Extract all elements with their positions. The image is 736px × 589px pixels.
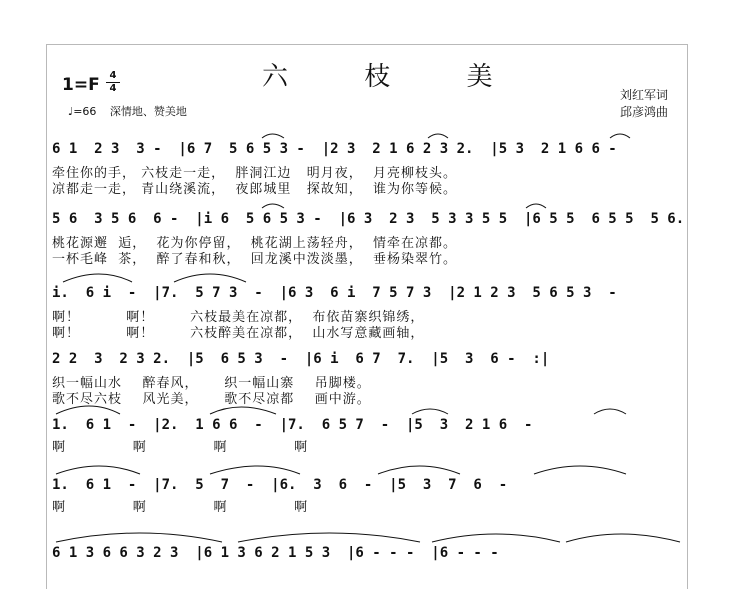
notation-line-7: 6 1 3 6 6 3 2 3 |6 1 3 6 2 1 5 3 |6 - - - |6 - - - — [52, 545, 499, 561]
lyric-line-1-verse-2: 凉都走一走， 青山绕溪流， 夜郎城里 探故知， 谁为你等候。 — [52, 182, 458, 197]
lyric-line-1-verse-1: 牵住你的手， 六枝走一走， 胖洞江边 明月夜， 月亮柳枝头。 — [52, 166, 458, 181]
notation-line-2: 5 6 3 5 6 6 - |i 6 5 6 5 3 - |6 3 2 3 5 3 3 5 5 |6 5 5 6 5 5 5 6. — [52, 211, 685, 227]
lyric-line-2-verse-2: 一杯毛峰 茶， 醉了春和秋， 回龙溪中泼淡墨， 垂杨染翠竹。 — [52, 252, 458, 267]
lyric-line-3-verse-2: 啊！ 啊！ 六枝醉美在凉都， 山水写意藏画轴， — [52, 326, 425, 341]
notation-line-4: 2 2 3 2 3 2. |5 6 5 3 - |6 i 6 7 7. |5 3 6 - :| — [52, 351, 550, 367]
time-signature-top: 4 — [109, 70, 117, 81]
time-signature-bottom: 4 — [106, 82, 120, 95]
lyric-line-5: 啊 啊 啊 啊 — [52, 440, 309, 455]
song-title: 六 枝 美 — [262, 62, 527, 92]
expression-marking: 深情地、赞美地 — [109, 105, 187, 118]
lyric-line-6: 啊 啊 啊 啊 — [52, 500, 309, 515]
lyric-line-4-verse-1: 织一幅山水 醉春风， 织一幅山寨 吊脚楼。 — [52, 376, 371, 391]
lyric-line-2-verse-1: 桃花源邂 逅， 花为你停留， 桃花湖上荡轻舟， 情牵在凉都。 — [52, 236, 458, 251]
composer-credit: 邱彦鸿曲 — [620, 105, 669, 119]
lyricist-credit: 刘红军词 — [620, 88, 669, 102]
notation-line-1: 6 1 2 3 3 - |6 7 5 6 5 3 - |2 3 2 1 6 2 3 2. |5 3 2 1 6 6 - — [52, 141, 617, 157]
time-signature — [106, 70, 120, 95]
notation-line-5: 1. 6 1 - |2. 1 6 6 - |7. 6 5 7 - |5 3 2 1 6 - — [52, 417, 533, 433]
notation-line-6: 1. 6 1 - |7. 5 7 - |6. 3 6 - |5 3 7 6 - — [52, 477, 508, 493]
tempo-value: ♩=66 — [68, 105, 97, 118]
lyric-line-4-verse-2: 歌不尽六枝 风光美， 歌不尽凉都 画中游。 — [52, 392, 371, 407]
tempo-marking — [68, 103, 187, 119]
notation-line-3: i. 6 i - |7. 5 7 3 - |6 3 6 i 7 5 7 3 |2 1 2 3 5 6 5 3 - — [52, 285, 617, 301]
key-signature: 1=F — [62, 75, 100, 95]
lyric-line-3-verse-1: 啊！ 啊！ 六枝最美在凉都， 布依苗寨织锦绣， — [52, 310, 425, 325]
